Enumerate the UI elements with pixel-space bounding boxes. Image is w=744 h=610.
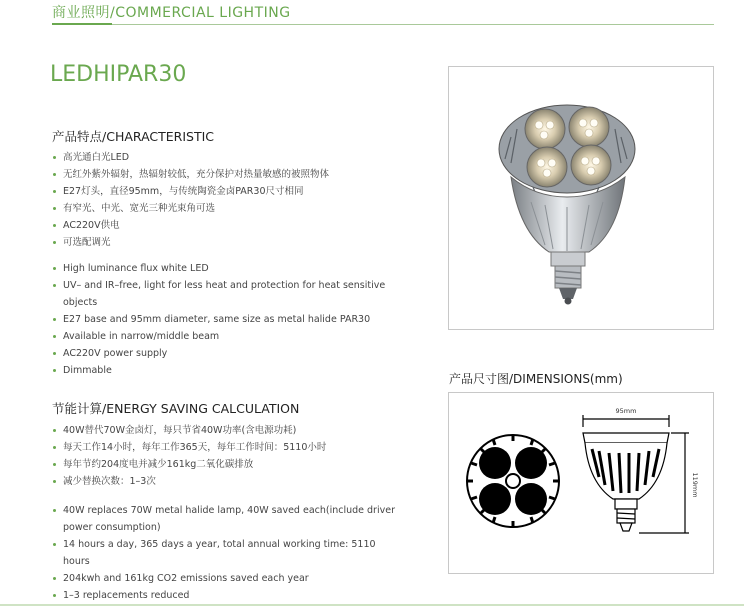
list-item: E27 base and 95mm diameter, same size as metal halide PAR30 <box>52 311 397 328</box>
energy-cn-list <box>52 422 412 490</box>
list-item: 14 hours a day, 365 days a year, total annual working time: 5110 hours <box>52 536 397 570</box>
energy-title: 节能计算/ENERGY SAVING CALCULATION <box>52 401 300 416</box>
section-header-title: 商业照明/COMMERCIAL LIGHTING <box>52 5 291 21</box>
footer-divider <box>0 604 744 606</box>
header-divider <box>52 24 714 25</box>
list-item: 高光通白光LED <box>52 149 412 166</box>
list-item: 204kwh and 161kg CO2 emissions saved each year <box>52 570 397 587</box>
dimensions-drawing-frame <box>448 392 714 574</box>
list-item: AC220V供电 <box>52 217 412 234</box>
list-item: Dimmable <box>52 362 397 379</box>
list-item: 40W replaces 70W metal halide lamp, 40W saved each(include driver power consumption) <box>52 502 397 536</box>
list-item: 可选配调光 <box>52 234 412 251</box>
list-item: 无红外紫外辐射，热辐射较低，充分保护对热量敏感的被照物体 <box>52 166 412 183</box>
energy-en-list <box>52 502 397 604</box>
characteristic-title: 产品特点/CHARACTERISTIC <box>52 129 215 144</box>
list-item: High luminance flux white LED <box>52 260 397 277</box>
header-accent-bar <box>52 23 112 25</box>
list-item: AC220V power supply <box>52 345 397 362</box>
width-dimension-label: 95mm <box>615 407 637 415</box>
list-item: UV– and IR–free, light for less heat and protection for heat sensitive objects <box>52 277 397 311</box>
list-item: 有窄光、中光、宽光三种光束角可选 <box>52 200 412 217</box>
list-item: 每年节约204度电并减少161kg二氧化碳排放 <box>52 456 412 473</box>
characteristic-cn-list <box>52 149 412 251</box>
dimensions-title: 产品尺寸图/DIMENSIONS(mm) <box>449 372 623 386</box>
dimension-drawing <box>449 393 713 573</box>
list-item: E27灯头，直径95mm，与传统陶瓷金卤PAR30尺寸相同 <box>52 183 412 200</box>
list-item: 1–3 replacements reduced <box>52 587 397 604</box>
list-item: 每天工作14小时，每年工作365天，每年工作时间：5110小时 <box>52 439 412 456</box>
product-name: LEDHIPAR30 <box>50 62 187 87</box>
characteristic-en-list <box>52 260 397 379</box>
list-item: Available in narrow/middle beam <box>52 328 397 345</box>
list-item: 40W替代70W金卤灯，每只节省40W功率(含电源功耗) <box>52 422 412 439</box>
lamp-photo-illustration <box>449 67 713 329</box>
product-photo-frame <box>448 66 714 330</box>
side-view-icon <box>583 415 689 533</box>
front-view-icon <box>467 435 559 527</box>
list-item: 减少替换次数：1–3次 <box>52 473 412 490</box>
height-dimension-label: 119mm <box>691 472 699 498</box>
